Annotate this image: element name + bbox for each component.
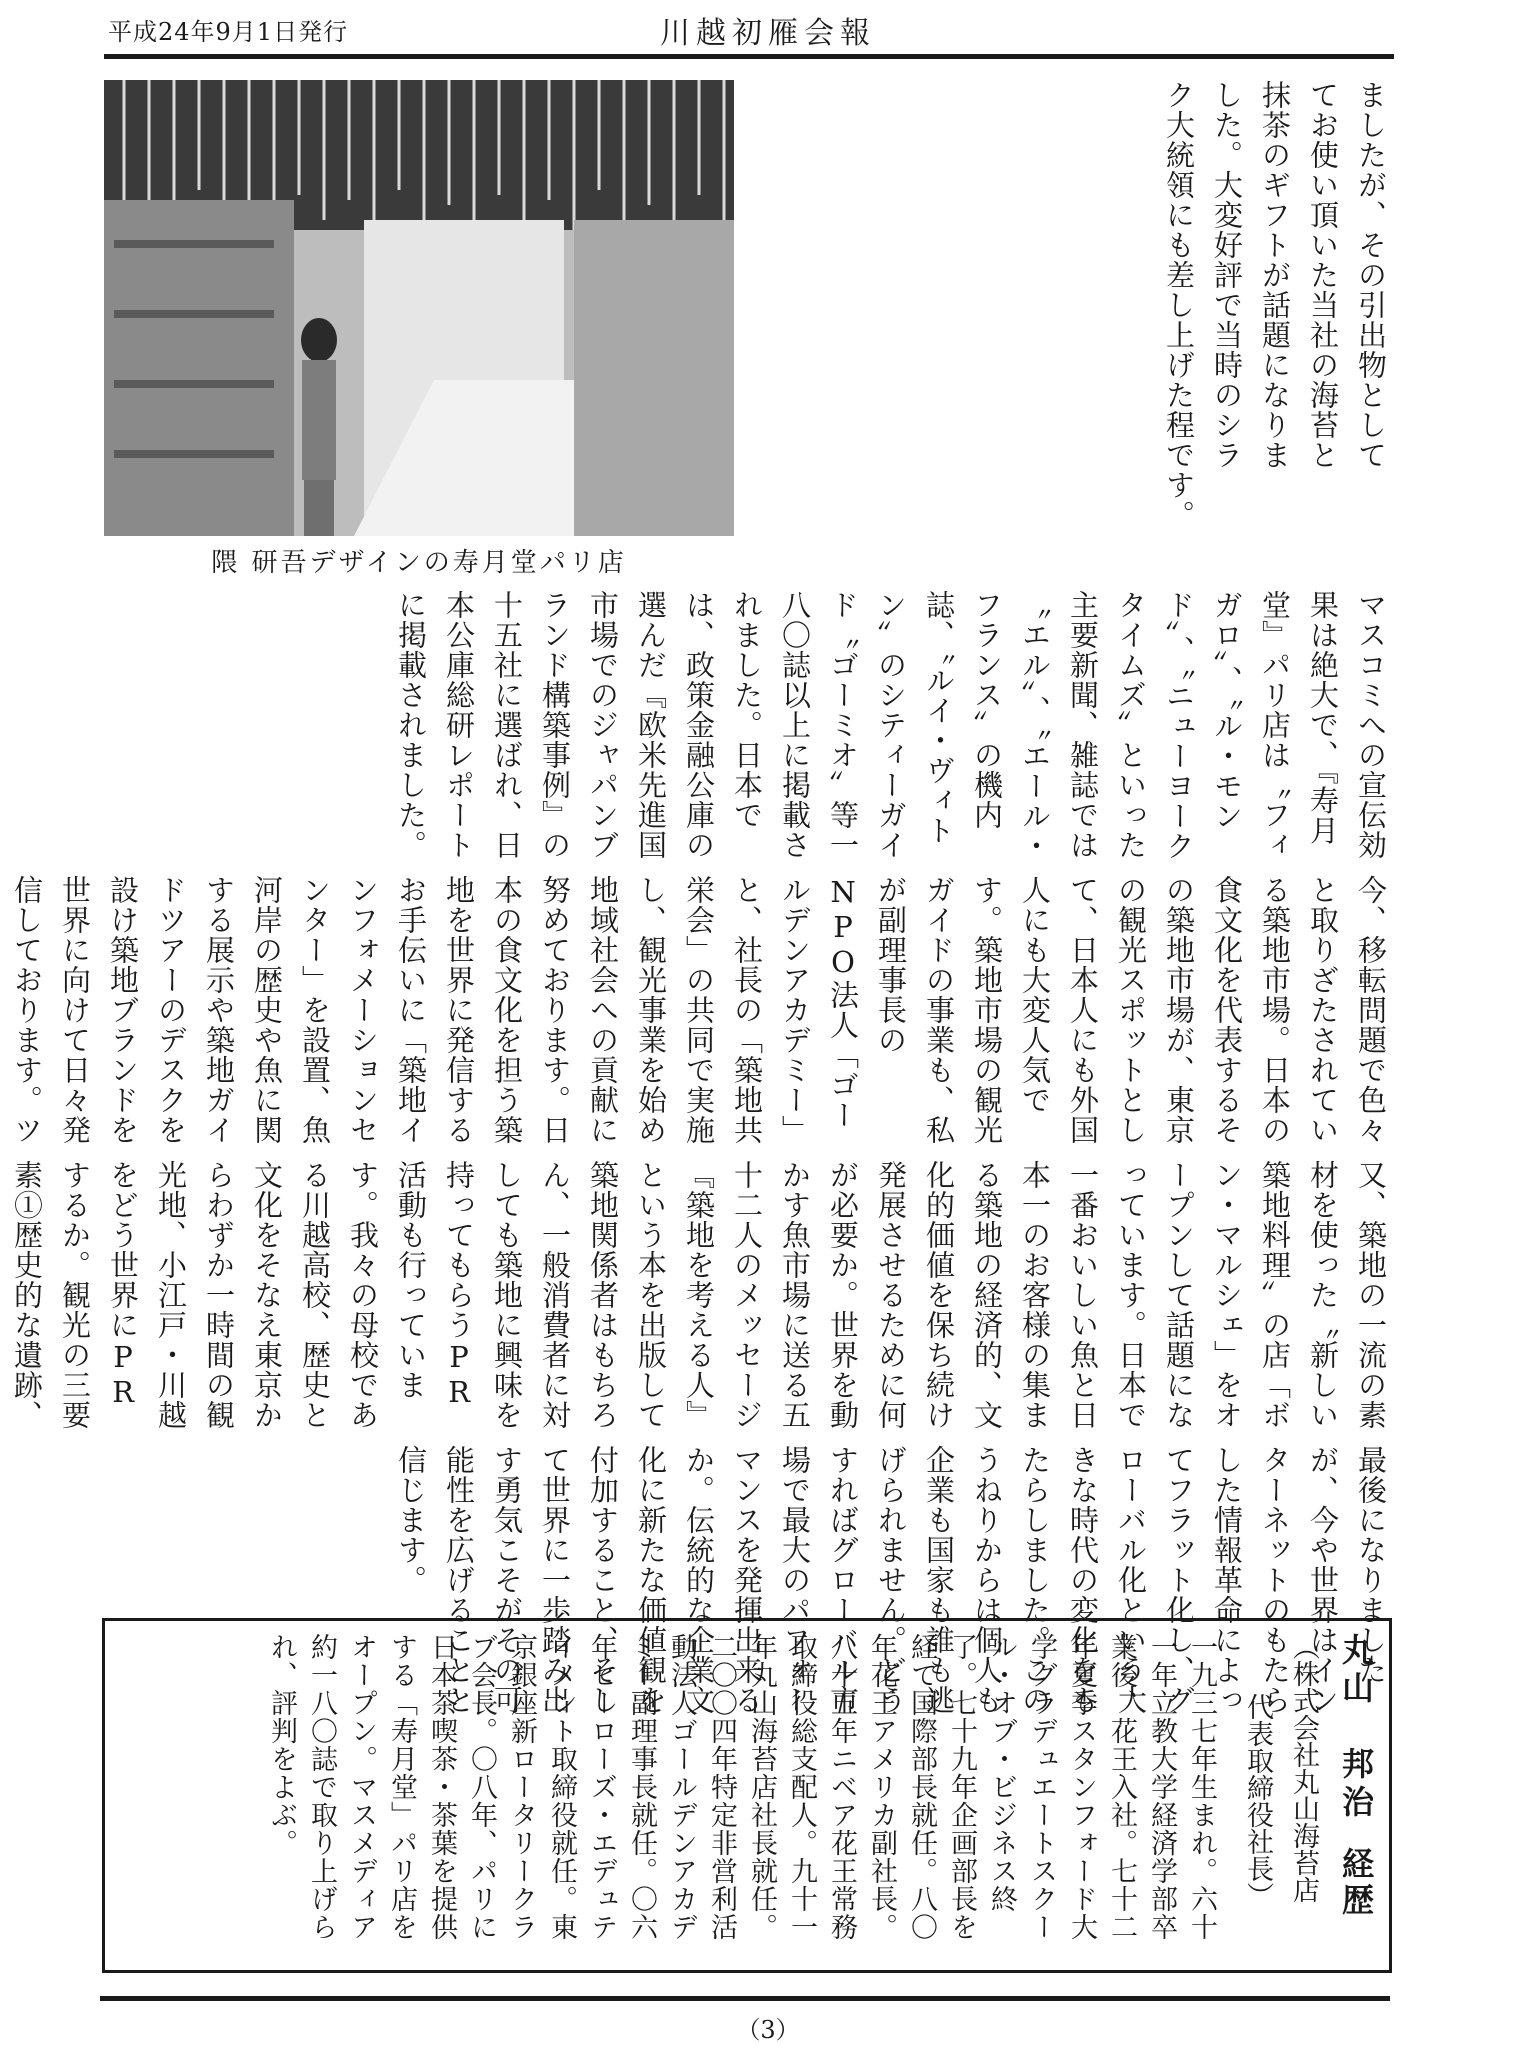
article-text-block-3: 又、築地の一流の素材を使った〝新しい築地料理〟の店「ボン・マルシェ」をオープンして話題になっています。日本で一番おいしい魚と日本一のお客様の集まる築地の経済的、文化的価値を保ち続け発展させるために何が必要か。世界を動かす魚市場に送る五十二人のメッセージ『築地を考える人』という本を出版して築地関係者はもちろん、一般消費者に対しても築地に興味を持ってもらうPR活動も行っています。我々の母校である川越高校、歴史と文化をそなえ東京からわずか一時間の観光地、小江戸・川越をどう世界にPRするか。観光の三要素①歴史的な遺跡、 — [10, 1160, 1388, 1430]
photo-illustration — [104, 80, 734, 536]
page-number: （3） — [736, 2016, 800, 2044]
footer-rule — [100, 1996, 1390, 2001]
article-text-block-4: 最後になりましたが、今や世界はインターネットのもたらした情報革命によってフラット化し、グローバル化という大きな時代の変化をもたらしました。このうねりからは個人も企業も国家も誰も逃げられません。どうすればグローバル市場で最大のパフォーマンスを発揮出来るか。伝統的な企業文化に新たな価値観を付加すること、そして世界に一歩踏み出す勇気こそがその可能性を広げることと信じます。 — [394, 1445, 1388, 1715]
author-biography: 一九三七年生まれ。六十一年立教大学経済学部卒業後、花王入社。七十二年夏季スタンフォード大学グラデュエートスクール・オブ・ビジネス終了。七十九年企画部長を経て国際部長就任。八〇年花王アメリカ副社長。八十五年ニベア花王常務取締役総支配人。九十一年丸山海苔店社長就任。二〇〇四年特定非営利活動法人ゴールデンアカデミー副理事長就任。〇六年ヒーローズ・エデュテイメント取締役就任。東京銀座新ロータリークラブ会長。〇八年、パリに日本茶喫茶・茶葉を提供する「寿月堂」パリ店をオープン。マスメディア約一八〇誌で取り上げられ、評判をよぶ。 — [266, 1633, 1217, 1941]
author-name — [1333, 1633, 1379, 1963]
author-profile-content — [261, 1633, 1379, 1963]
header-rule — [104, 54, 1394, 59]
article-text-block-2: 今、移転問題で色々と取りざたされている築地市場。日本の食文化を代表するその築地市場が、東京の観光スポットとして、日本人にも外国人にも大変人気です。築地市場の観光ガイドの事業も、私が副理事長のNPO法人「ゴールデンアカデミー」と、社長の「築地共栄会」の共同で実施し、観光事業を始め地域社会への貢献に努めております。日本の食文化を担う築地を世界に発信するお手伝いに「築地インフォメーションセンター」を設置、魚河岸の歴史や魚に関する展示や築地ガイドツアーのデスクを設け築地ブランドを世界に向けて日々発信しております。ツ — [10, 875, 1388, 1145]
newsletter-title: 川越初雁会報 — [660, 16, 876, 51]
author-title: 代表取締役社長） — [1242, 1693, 1273, 1909]
author-name-text: 丸山 邦治 — [1337, 1633, 1375, 1823]
article-text-top: ましたが、その引出物として てお使い頂いた当社の海苔と 抹茶のギフトが話題になりま した。大変好評で当時のシラ ク大統領にも差し上げた程です。 — [1162, 80, 1388, 530]
author-company: （株式会社丸山海苔店 — [1288, 1633, 1319, 1903]
article-text-block-1: マスコミへの宣伝効果は絶大で、『寿月堂』パリ店は〝フィガロ〟、〝ル・モンド〟、〝ニューヨークタイムズ〟といった主要新聞、雑誌では〝エル〟、〝エール・フランス〟の機内誌、〝ルイ・ヴィトン〟のシティーガイド〝ゴーミオ〟等一八〇誌以上に掲載されました。日本では、政策金融公庫の選んだ『欧米先進国市場でのジャパンブランド構築事例』の十五社に選ばれ、日本公庫総研レポートに掲載されました。 — [394, 590, 1388, 861]
profile-heading: 経歴 — [1337, 1847, 1375, 1919]
author-profile-box — [102, 1618, 1392, 1973]
issue-date: 平成24年9月1日発行 — [108, 18, 349, 46]
shop-interior-photo — [104, 80, 734, 536]
photo-caption: 隈 研吾デザインの寿月堂パリ店 — [211, 548, 627, 578]
